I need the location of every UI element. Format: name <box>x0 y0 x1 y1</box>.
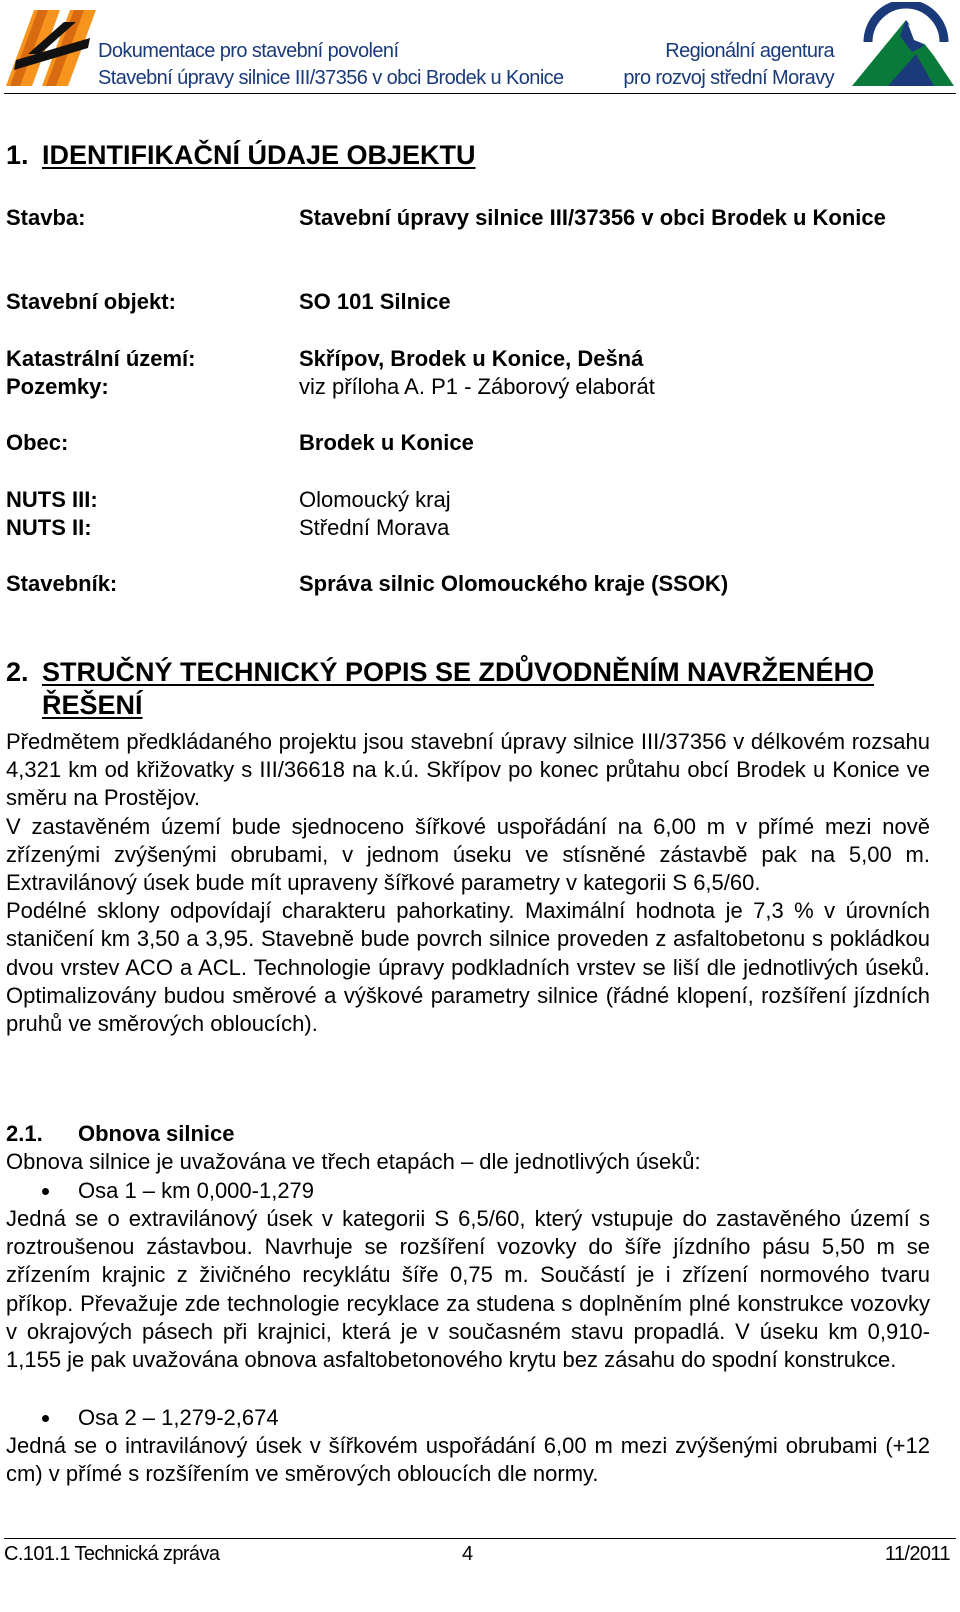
page-header <box>0 0 960 96</box>
id-value-bold: Brodek u Konice <box>299 430 474 455</box>
section-2-body <box>6 728 930 1038</box>
header-agency-line1: Regionální agentura <box>665 40 834 62</box>
id-value <box>299 373 939 401</box>
paragraph: Podélné sklony odpovídají charakteru pahorkatiny. Maximální hodnota je 7,3 % v úrovních staničení km 3,50 a 3,95. Stavebně bude povrch silnice proveden z asfaltobetonu s pokládkou dvou vrstev ACO a ACL. Technologie úpravy podkladních vrstev se liší dle jednotlivých úseků. Optimalizovány budou směrové a výškové parametry silnice (řádné klopení, rozšíření jízdních pruhů ve směrových obloucích). <box>6 898 930 1037</box>
footer-divider <box>4 1538 956 1539</box>
id-value-normal: viz příloha A. P1 - Záborový elaborát <box>299 374 655 399</box>
paragraph: Předmětem předkládaného projektu jsou stavební úpravy silnice III/37356 v délkovém rozsahu 4,321 km od křižovatky s III/36618 na k.ú. Skřípov po konec průtahu obcí Brodek u Konice ve směru na Prostějov. <box>6 729 930 811</box>
section-2-title-line1: STRUČNÝ TECHNICKÝ POPIS SE ZDŮVODNĚNÍM NAVRŽENÉHO <box>42 657 875 687</box>
id-value <box>299 514 939 542</box>
section-2-1-number: 2.1. <box>6 1121 43 1146</box>
id-value <box>299 345 939 373</box>
id-label: Obec: <box>6 430 69 455</box>
id-value <box>299 486 939 514</box>
header-left-text <box>98 38 564 92</box>
paragraph: V zastavěném území bude sjednoceno šířkové uspořádání na 6,00 m v přímé mezi nově zřízenými zvýšenými obrubami, v jednom úseku ve stísněné zástavbě pak na 5,00 m. Extravilánový úsek bude mít upraveny šířkové parametry v kategorii S 6,5/60. <box>6 813 930 896</box>
id-label: Pozemky: <box>6 374 109 399</box>
id-value-normal: Olomoucký kraj <box>299 487 451 512</box>
header-project-name: Stavební úpravy silnice III/37356 v obci Brodek u Konice <box>98 67 564 89</box>
section-2-number: 2. <box>6 657 29 687</box>
footer-document-name: C.101.1 Technická zpráva <box>4 1543 220 1565</box>
id-value-bold: Skřípov, Brodek u Konice, Dešná <box>299 346 644 371</box>
id-label: NUTS III: <box>6 487 98 512</box>
list-item-text: Osa 1 – km 0,000-1,279 <box>78 1178 315 1203</box>
id-value <box>299 288 939 316</box>
id-value <box>299 429 939 457</box>
id-label: Stavební objekt: <box>6 289 176 314</box>
header-divider <box>4 93 956 94</box>
section-2-1-intro: Obnova silnice je uvažována ve třech etapách – dle jednotlivých úseků: <box>6 1149 701 1174</box>
footer-date: 11/2011 <box>884 1543 950 1565</box>
section-2-heading <box>6 656 946 722</box>
paragraph: Jedná se o extravilánový úsek v kategorii S 6,5/60, který vstupuje do zastavěného území s roztroušenou zástavbou. Navrhuje se rozšíření vozovky do šíře jízdního pásu 5,50 m se zřízením krajnic z živičného recyklátu šíře 0,75 m. Součástí je i zřízení normového tvaru příkop. Převažuje zde technologie recyklace za studena s doplněním plné konstrukce vozovky v okrajových pásech při krajnici, která je v současném stavu propadlá. V úseku km 0,910-1,155 je pak uvažována obnova asfaltobetonového krytu bez zásahu do spodní konstrukce. <box>6 1206 930 1373</box>
section-2-1-title: Obnova silnice <box>78 1121 235 1146</box>
header-agency-line2: pro rozvoj střední Moravy <box>623 67 834 89</box>
orange-h-logo-icon <box>4 8 96 88</box>
id-label: NUTS II: <box>6 515 92 540</box>
bullet-dot-icon <box>42 1188 49 1195</box>
section-2-1-heading <box>6 1120 235 1148</box>
id-value-normal: Střední Morava <box>299 515 450 540</box>
id-label: Katastrální území: <box>6 346 196 371</box>
id-label: Stavebník: <box>6 571 118 596</box>
list-item-text: Osa 2 – 1,279-2,674 <box>78 1405 279 1430</box>
id-value-bold: Stavební úpravy silnice III/37356 v obci Brodek u Konice <box>299 205 886 230</box>
bullet-dot-icon <box>42 1415 49 1422</box>
header-doc-type: Dokumentace pro stavební povolení <box>98 40 399 62</box>
id-value-bold: SO 101 Silnice <box>299 289 451 314</box>
section-1-title: IDENTIFIKAČNÍ ÚDAJE OBJEKTU <box>42 140 476 170</box>
paragraph: Jedná se o intravilánový úsek v šířkovém uspořádání 6,00 m mezi zvýšenými obrubami (+12 cm) v přímé s rozšířením ve směrových obloucích dle normy. <box>6 1433 930 1487</box>
id-value <box>299 570 939 598</box>
section-1-number: 1. <box>6 140 29 170</box>
header-right-text <box>623 38 834 92</box>
id-value-bold: Správa silnic Olomouckého kraje (SSOK) <box>299 571 729 596</box>
section-1-heading <box>6 140 476 171</box>
id-label: Stavba: <box>6 205 86 230</box>
footer-page-number: 4 <box>462 1543 473 1565</box>
id-value <box>299 204 939 232</box>
central-moravia-agency-logo-icon <box>848 2 958 88</box>
section-2-title-line2: ŘEŠENÍ <box>42 690 143 720</box>
